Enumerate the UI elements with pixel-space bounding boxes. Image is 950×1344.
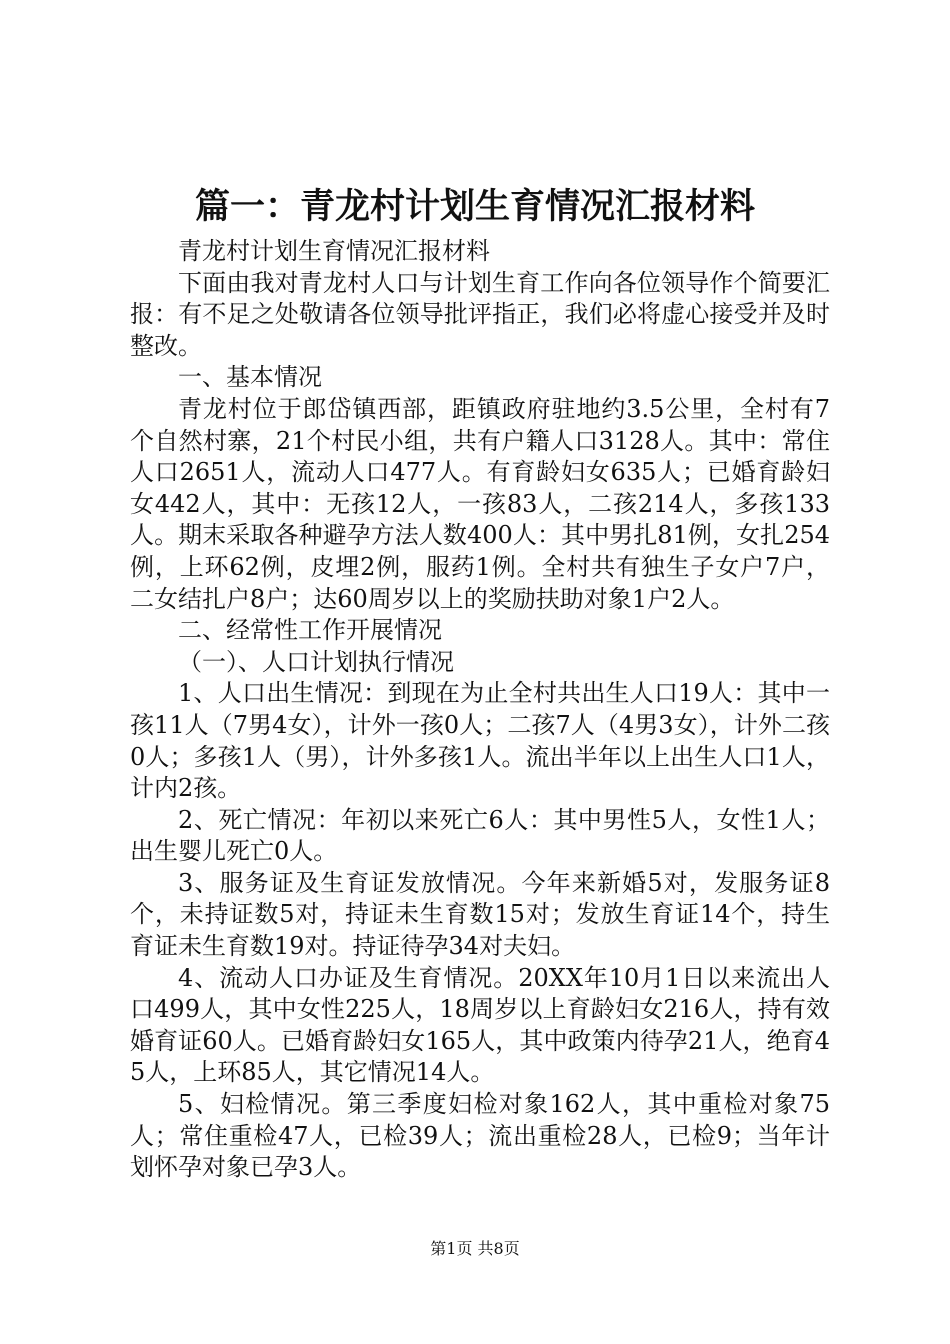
paragraph-births: 1、人口出生情况：到现在为止全村共出生人口19人：其中一孩11人（7男4女），计外一孩0人；二孩7人（4男3女），计外二孩0人；多孩1人（男），计外多孩1人。流出半年以上出生人口1人，计内2孩。 — [130, 679, 830, 803]
paragraph-exams: 5、妇检情况。第三季度妇检对象162人，其中重检对象75人；常住重检47人，已检39人；流出重检28人，已检9；当年计划怀孕对象已孕3人。 — [130, 1090, 830, 1182]
paragraph-certificates: 3、服务证及生育证发放情况。今年来新婚5对，发服务证8个，未持证数5对，持证未生育数15对；发放生育证14个，持生育证未生育数19对。持证待孕34对夫妇。 — [130, 868, 830, 961]
document-title: 篇一：青龙村计划生育情况汇报材料 — [194, 187, 755, 227]
paragraph-migrants: 4、流动人口办证及生育情况。20XX年10月1日以来流出人口499人，其中女性225人，18周岁以上育龄妇女216人，持有效婚育证60人。已婚育龄妇女165人，其中政策内待孕21人，绝育45人，上环85人，其它情况14人。 — [130, 963, 830, 1087]
paragraph-intro: 下面由我对青龙村人口与计划生育工作向各位领导作个简要汇报：有不足之处敬请各位领导批评指正，我们必将虚心接受并及时整改。 — [130, 268, 830, 360]
page-number-footer: 第1页 共8页 — [430, 1239, 520, 1258]
document-body — [130, 236, 830, 1184]
section-heading-regular-work: 二、经常性工作开展情况 — [178, 616, 442, 645]
paragraph-subtitle: 青龙村计划生育情况汇报材料 — [178, 237, 490, 265]
subsection-heading-plan: （一）、人口计划执行情况 — [178, 647, 454, 676]
paragraph-basic-situation: 青龙村位于郎岱镇西部，距镇政府驻地约3.5公里，全村有7个自然村寨，21个村民小组，共有户籍人口3128人。其中：常住人口2651人，流动人口477人。有育龄妇女635人；已婚育龄妇女442人，其中：无孩12人，一孩83人，二孩214人，多孩133人。期末采取各种避孕方法人数400人：其中男扎81例，女扎254例，上环62例，皮埋2例，服药1例。全村共有独生子女户7户，二女结扎户8户；达60周岁以上的奖励扶助对象1户2人。 — [130, 394, 830, 613]
section-heading-basic: 一、基本情况 — [178, 363, 322, 392]
paragraph-deaths: 2、死亡情况：年初以来死亡6人：其中男性5人，女性1人；出生婴儿死亡0人。 — [130, 805, 830, 866]
